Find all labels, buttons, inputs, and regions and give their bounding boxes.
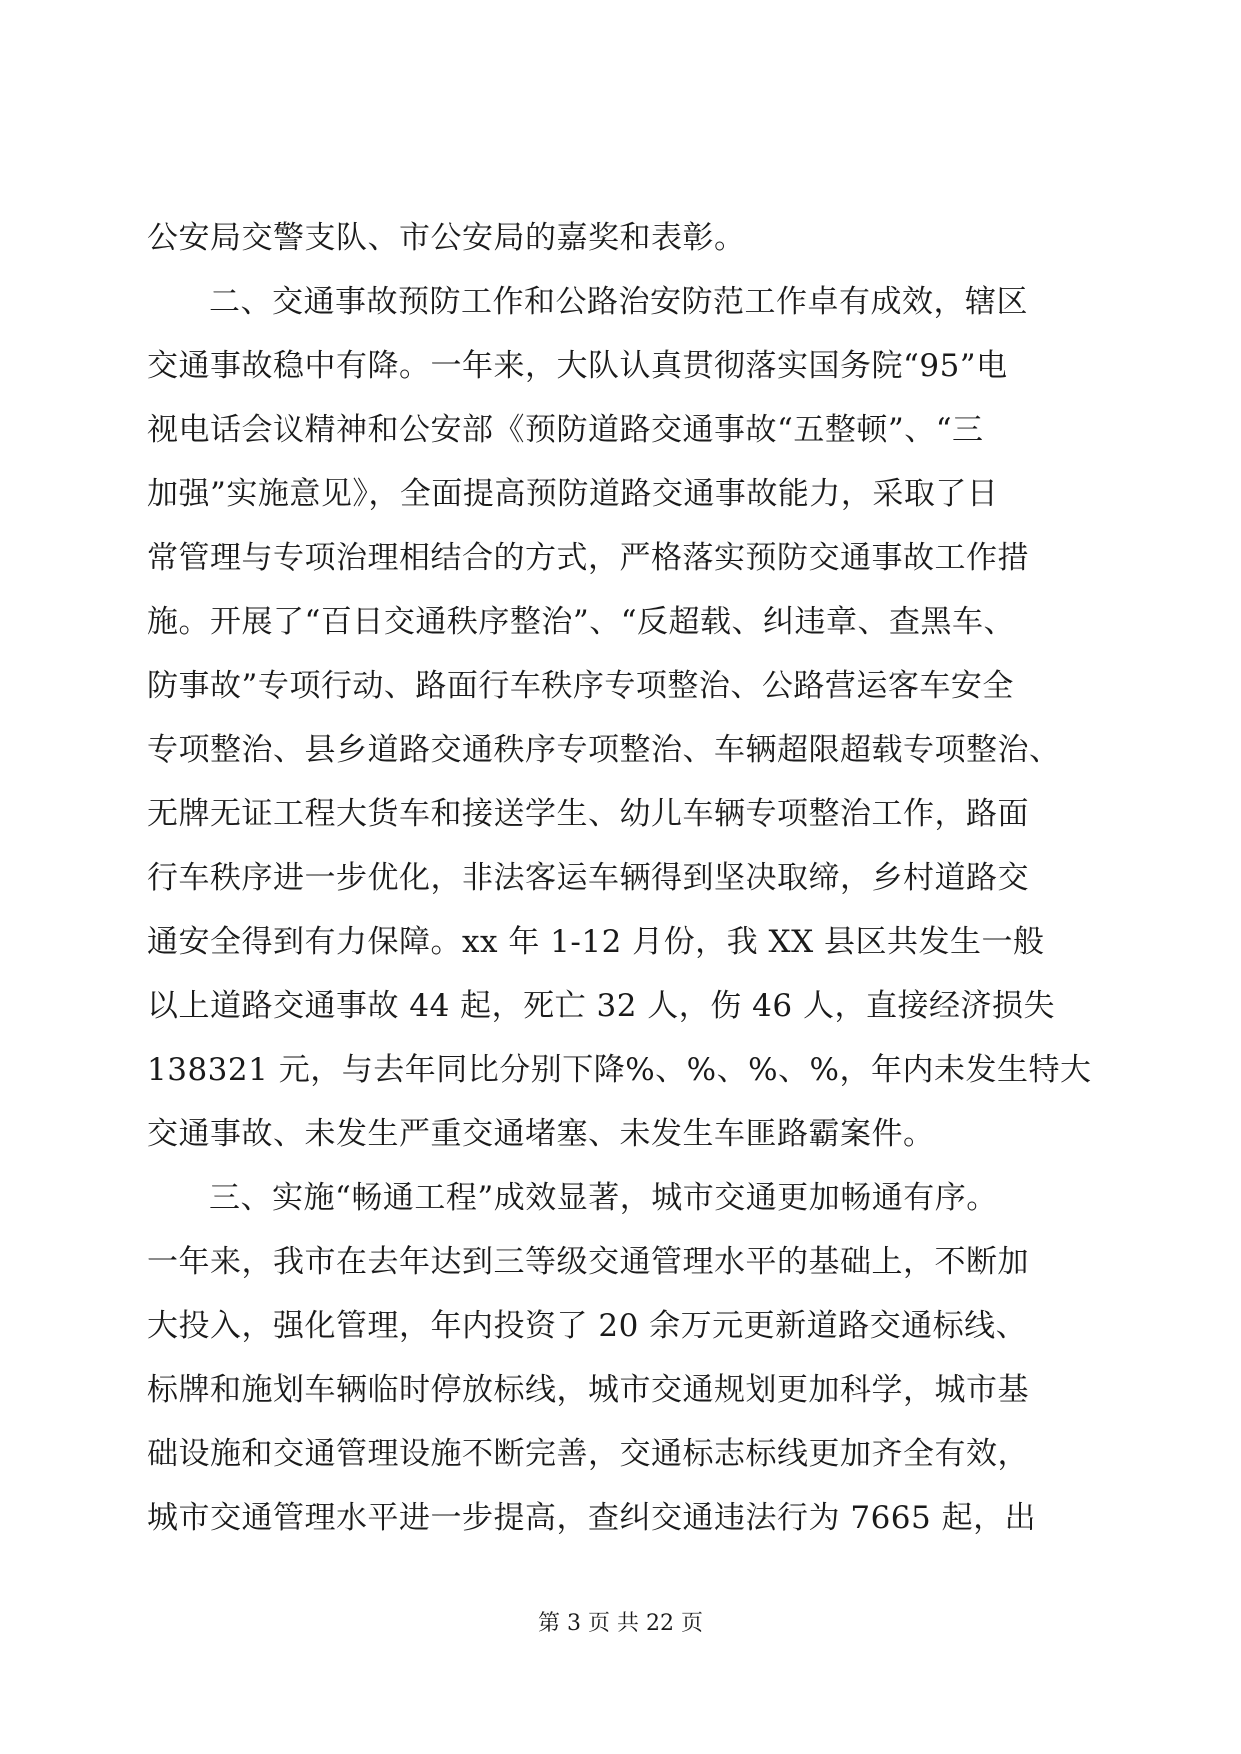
text-line: 以上道路交通事故 44 起，死亡 32 人，伤 46 人，直接经济损失 — [147, 988, 1055, 1024]
text-line: 通安全得到有力保障。xx 年 1-12 月份，我 XX 县区共发生一般 — [147, 924, 1045, 960]
text-line: 一年来，我市在去年达到三等级交通管理水平的基础上，不断加 — [147, 1244, 1029, 1280]
text-line: 交通事故、未发生严重交通堵塞、未发生车匪路霸案件。 — [147, 1116, 935, 1152]
text-line: 专项整治、县乡道路交通秩序专项整治、车辆超限超载专项整治、 — [147, 732, 1061, 768]
text-line: 础设施和交通管理设施不断完善，交通标志标线更加齐全有效， — [147, 1436, 1029, 1472]
page-number-footer: 第 3 页 共 22 页 — [538, 1611, 703, 1636]
text-line: 防事故”专项行动、路面行车秩序专项整治、公路营运客车安全 — [147, 668, 1014, 704]
text-line: 公安局交警支队、市公安局的嘉奖和表彰。 — [147, 220, 746, 256]
text-line: 城市交通管理水平进一步提高，查纠交通违法行为 7665 起，出 — [147, 1500, 1037, 1536]
text-line: 二、交通事故预防工作和公路治安防范工作卓有成效，辖区 — [209, 284, 1028, 320]
text-line: 138321 元，与去年同比分别下降%、%、%、%，年内未发生特大 — [147, 1052, 1092, 1088]
document-body — [147, 206, 1097, 1550]
text-line: 标牌和施划车辆临时停放标线，城市交通规划更加科学，城市基 — [147, 1372, 1029, 1408]
text-line: 大投入，强化管理，年内投资了 20 余万元更新道路交通标线、 — [147, 1308, 1028, 1344]
text-line: 视电话会议精神和公安部《预防道路交通事故“五整顿”、“三 — [147, 412, 984, 448]
text-line: 行车秩序进一步优化，非法客运车辆得到坚决取缔，乡村道路交 — [147, 860, 1029, 896]
text-line: 无牌无证工程大货车和接送学生、幼儿车辆专项整治工作，路面 — [147, 796, 1029, 832]
text-line: 施。开展了“百日交通秩序整治”、“反超载、纠违章、查黑车、 — [147, 604, 1016, 640]
text-line: 三、实施“畅通工程”成效显著，城市交通更加畅通有序。 — [209, 1180, 998, 1216]
text-line: 常管理与专项治理相结合的方式，严格落实预防交通事故工作措 — [147, 540, 1029, 576]
text-line: 交通事故稳中有降。一年来，大队认真贯彻落实国务院“95”电 — [147, 348, 1008, 384]
text-line: 加强”实施意见》，全面提高预防道路交通事故能力，采取了日 — [147, 476, 999, 512]
